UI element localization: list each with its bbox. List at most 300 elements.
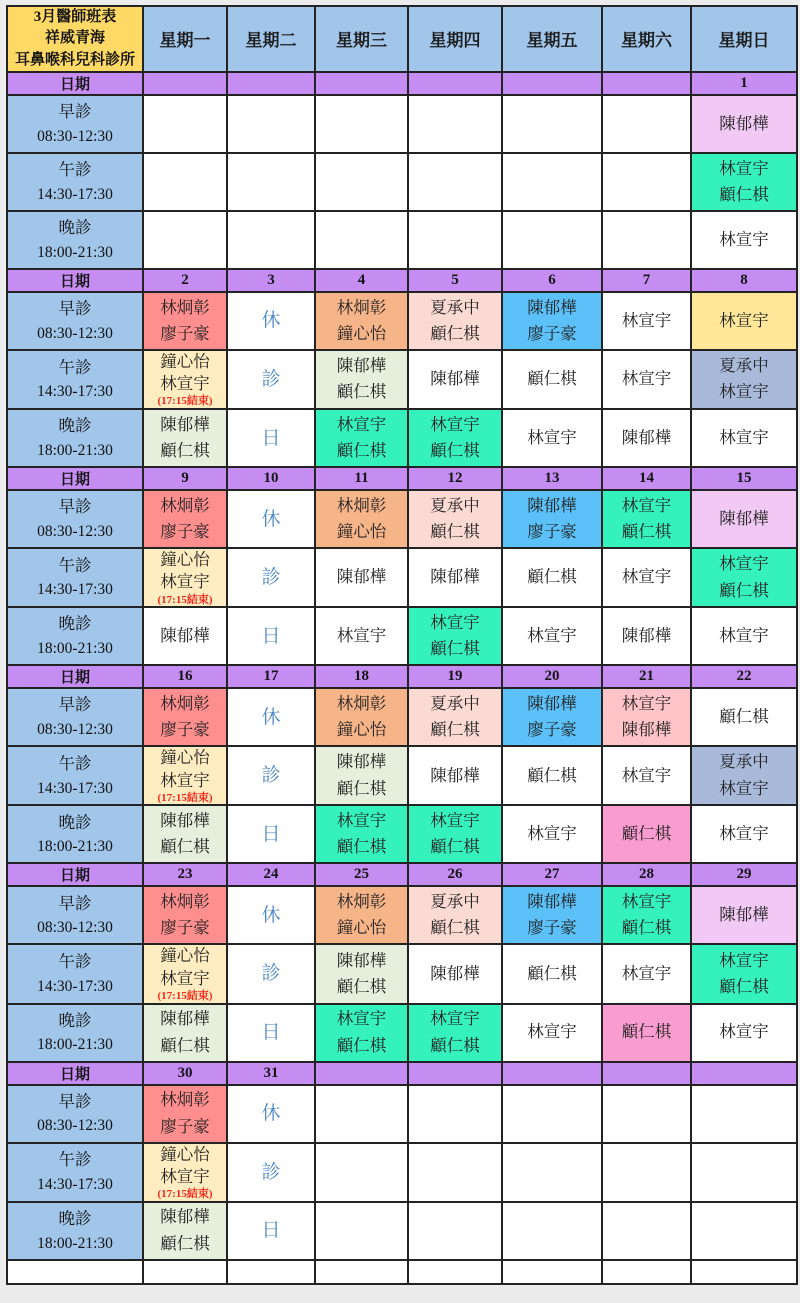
doctor-name: 林宣宇 (160, 770, 210, 790)
cell-w2-morning-d2 (315, 490, 408, 548)
session-name: 晚診 (58, 1010, 92, 1030)
date-cell-w3d6: 22 (691, 665, 797, 688)
partial-row-cell (502, 1260, 602, 1284)
doctor-name: 林炯彰 (160, 1090, 210, 1110)
doctor-name: 林宣宇 (621, 310, 672, 330)
cell-w1-afternoon-d1 (227, 350, 315, 409)
doctor-name: 林宣宇 (527, 824, 577, 844)
cell-w3-evening-d4 (502, 805, 602, 863)
doctor-name: 顧仁棋 (527, 963, 577, 983)
date-row-w3 (7, 665, 797, 688)
date-cell-w2d0: 9 (143, 467, 227, 490)
date-cell-w2d6: 15 (691, 467, 797, 490)
doctor-name: 林宣宇 (621, 892, 672, 912)
doctor-name: 林宣宇 (719, 382, 769, 402)
doctor-name: 顧仁棋 (430, 1035, 480, 1055)
doctor-name: 林宣宇 (430, 811, 480, 831)
doctor-name: 陳郁樺 (160, 811, 210, 831)
closed-marker: 診 (261, 963, 281, 985)
session-name: 早診 (58, 1091, 92, 1111)
session-name: 早診 (58, 893, 92, 913)
session-name: 早診 (58, 299, 92, 319)
closed-marker: 休 (261, 904, 281, 926)
cell-w3-afternoon-d4 (502, 746, 602, 805)
doctor-name: 夏承中 (430, 495, 480, 515)
date-cell-w1d1: 3 (227, 269, 315, 292)
doctor-name: 顧仁棋 (719, 580, 769, 600)
doctor-name: 夏承中 (719, 356, 769, 376)
doctor-name: 顧仁棋 (160, 1035, 210, 1055)
session-row-w3-afternoon (7, 746, 797, 805)
cell-w4-morning-d2 (315, 886, 408, 944)
doctor-name: 林宣宇 (160, 1166, 210, 1186)
cell-w4-afternoon-d4 (502, 944, 602, 1003)
end-time-note: (17:15結束) (157, 1188, 213, 1201)
session-row-w0-afternoon (7, 153, 797, 211)
date-row-label: 日期 (7, 863, 143, 886)
session-row-w3-morning (7, 688, 797, 746)
session-time: 08:30-12:30 (37, 324, 113, 342)
cell-w1-morning-d2 (315, 292, 408, 350)
cell-w2-afternoon-d4 (502, 548, 602, 607)
session-label-evening (7, 409, 143, 467)
closed-marker: 日 (261, 823, 281, 845)
doctor-name: 林宣宇 (719, 824, 769, 844)
doctor-name: 林宣宇 (430, 612, 480, 632)
doctor-name: 陳郁樺 (430, 369, 480, 389)
cell-w3-morning-d6 (691, 688, 797, 746)
session-label-morning (7, 886, 143, 944)
doctor-name: 鐘心怡 (160, 748, 210, 768)
cell-w5-afternoon-d1 (227, 1143, 315, 1202)
session-name: 晚診 (58, 416, 92, 436)
doctor-name: 廖子豪 (160, 323, 210, 343)
cell-w4-evening-d0 (143, 1004, 227, 1062)
cell-w3-afternoon-d0 (143, 746, 227, 805)
doctor-name: 顧仁棋 (719, 707, 769, 727)
doctor-name: 林宣宇 (719, 229, 769, 249)
closed-marker: 日 (261, 1220, 281, 1242)
partial-bottom-row (7, 1260, 797, 1284)
doctor-name: 陳郁樺 (430, 567, 480, 587)
cell-w3-evening-d5 (602, 805, 691, 863)
weeks-body (7, 72, 797, 1284)
end-time-note: (17:15結束) (157, 395, 213, 408)
cell-w5-afternoon-d6 (691, 1143, 797, 1202)
weekday-header-6: 星期日 (691, 6, 797, 72)
cell-w4-morning-d6 (691, 886, 797, 944)
doctor-name: 陳郁樺 (527, 495, 577, 515)
date-cell-w0d1 (227, 72, 315, 95)
cell-w5-afternoon-d5 (602, 1143, 691, 1202)
cell-w1-afternoon-d0 (143, 350, 227, 409)
cell-w3-evening-d3 (408, 805, 502, 863)
session-name: 午診 (58, 754, 92, 774)
closed-marker: 休 (261, 1103, 281, 1125)
cell-w2-afternoon-d3 (408, 548, 502, 607)
session-row-w0-evening (7, 211, 797, 269)
doctor-name: 陳郁樺 (160, 1207, 210, 1227)
cell-w1-evening-d3 (408, 409, 502, 467)
session-time: 18:00-21:30 (37, 1036, 113, 1054)
cell-w5-morning-d1 (227, 1085, 315, 1143)
cell-w2-morning-d1 (227, 490, 315, 548)
doctor-name: 陳郁樺 (719, 905, 769, 925)
session-label-evening (7, 1004, 143, 1062)
cell-w4-evening-d2 (315, 1004, 408, 1062)
session-name: 早診 (58, 695, 92, 715)
date-cell-w4d2: 25 (315, 863, 408, 886)
cell-w0-evening-d2 (315, 211, 408, 269)
date-cell-w4d6: 29 (691, 863, 797, 886)
cell-w4-evening-d1 (227, 1004, 315, 1062)
doctor-name: 陳郁樺 (621, 720, 672, 740)
cell-w1-morning-d5 (602, 292, 691, 350)
doctor-name: 陳郁樺 (719, 508, 769, 528)
date-cell-w4d1: 24 (227, 863, 315, 886)
cell-w0-evening-d1 (227, 211, 315, 269)
cell-w1-morning-d0 (143, 292, 227, 350)
doctor-name: 林宣宇 (719, 1022, 769, 1042)
partial-row-cell (408, 1260, 502, 1284)
doctor-name: 林宣宇 (719, 554, 769, 574)
doctor-name: 顧仁棋 (160, 441, 210, 461)
session-label-morning (7, 95, 143, 153)
cell-w2-evening-d2 (315, 607, 408, 665)
closed-marker: 診 (261, 368, 281, 390)
clinic-title-line: 耳鼻喉科兒科診所 (14, 51, 135, 68)
session-time: 18:00-21:30 (37, 838, 113, 856)
cell-w3-afternoon-d3 (408, 746, 502, 805)
cell-w0-afternoon-d2 (315, 153, 408, 211)
end-time-note: (17:15結束) (157, 989, 213, 1002)
doctor-name: 顧仁棋 (430, 918, 480, 938)
session-time: 08:30-12:30 (37, 522, 113, 540)
session-time: 18:00-21:30 (37, 1234, 113, 1252)
cell-w2-morning-d0 (143, 490, 227, 548)
cell-w3-morning-d1 (227, 688, 315, 746)
cell-w5-evening-d6 (691, 1202, 797, 1260)
cell-w5-evening-d1 (227, 1202, 315, 1260)
cell-w5-evening-d4 (502, 1202, 602, 1260)
doctor-name: 鐘心怡 (160, 550, 210, 570)
doctor-name: 顧仁棋 (160, 1233, 210, 1253)
cell-w0-afternoon-d5 (602, 153, 691, 211)
doctor-name: 林宣宇 (430, 1009, 480, 1029)
doctor-name: 林宣宇 (527, 427, 577, 447)
doctor-name: 陳郁樺 (160, 414, 210, 434)
cell-w5-morning-d3 (408, 1085, 502, 1143)
date-cell-w4d0: 23 (143, 863, 227, 886)
doctor-name: 夏承中 (430, 297, 480, 317)
cell-w5-evening-d5 (602, 1202, 691, 1260)
cell-w4-afternoon-d1 (227, 944, 315, 1003)
date-cell-w1d2: 4 (315, 269, 408, 292)
session-row-w5-afternoon (7, 1143, 797, 1202)
doctor-name: 鐘心怡 (336, 323, 387, 343)
session-time: 14:30-17:30 (37, 185, 113, 203)
doctor-name: 顧仁棋 (336, 382, 387, 402)
partial-row-cell (315, 1260, 408, 1284)
cell-w4-morning-d5 (602, 886, 691, 944)
cell-w2-afternoon-d5 (602, 548, 691, 607)
cell-w1-evening-d1 (227, 409, 315, 467)
date-cell-w2d3: 12 (408, 467, 502, 490)
cell-w0-evening-d4 (502, 211, 602, 269)
cell-w2-morning-d6 (691, 490, 797, 548)
session-row-w2-evening (7, 607, 797, 665)
cell-w4-morning-d0 (143, 886, 227, 944)
clinic-title (7, 6, 143, 72)
doctor-name: 顧仁棋 (527, 567, 577, 587)
cell-w0-afternoon-d0 (143, 153, 227, 211)
cell-w0-morning-d4 (502, 95, 602, 153)
cell-w0-morning-d2 (315, 95, 408, 153)
session-row-w4-morning (7, 886, 797, 944)
doctor-name: 林宣宇 (719, 427, 769, 447)
cell-w3-morning-d0 (143, 688, 227, 746)
doctor-name: 夏承中 (430, 693, 480, 713)
cell-w2-morning-d5 (602, 490, 691, 548)
doctor-name: 陳郁樺 (527, 297, 577, 317)
cell-w4-afternoon-d5 (602, 944, 691, 1003)
doctor-name: 顧仁棋 (336, 976, 387, 996)
date-cell-w5d5 (602, 1062, 691, 1085)
cell-w0-evening-d5 (602, 211, 691, 269)
cell-w4-afternoon-d6 (691, 944, 797, 1003)
closed-marker: 診 (261, 1161, 281, 1183)
weekday-header-4: 星期五 (502, 6, 602, 72)
date-cell-w5d3 (408, 1062, 502, 1085)
weekday-header-5: 星期六 (602, 6, 691, 72)
cell-w5-morning-d4 (502, 1085, 602, 1143)
date-row-label: 日期 (7, 269, 143, 292)
doctor-name: 林宣宇 (719, 950, 769, 970)
cell-w2-evening-d4 (502, 607, 602, 665)
header-row (7, 6, 797, 72)
weekday-header-2: 星期三 (315, 6, 408, 72)
cell-w5-morning-d0 (143, 1085, 227, 1143)
session-label-morning (7, 1085, 143, 1143)
session-name: 晚診 (58, 1208, 92, 1228)
cell-w0-evening-d6 (691, 211, 797, 269)
doctor-name: 顧仁棋 (527, 369, 577, 389)
doctor-name: 陳郁樺 (336, 752, 387, 772)
cell-w3-evening-d0 (143, 805, 227, 863)
cell-w2-afternoon-d6 (691, 548, 797, 607)
doctor-name: 鐘心怡 (160, 1144, 210, 1164)
doctor-name: 林宣宇 (160, 968, 210, 988)
session-name: 早診 (58, 102, 92, 122)
cell-w5-morning-d5 (602, 1085, 691, 1143)
doctor-name: 廖子豪 (527, 918, 577, 938)
session-label-afternoon (7, 944, 143, 1003)
closed-marker: 診 (261, 567, 281, 589)
date-cell-w5d1: 31 (227, 1062, 315, 1085)
cell-w5-morning-d6 (691, 1085, 797, 1143)
date-cell-w5d0: 30 (143, 1062, 227, 1085)
closed-marker: 日 (261, 427, 281, 449)
cell-w5-afternoon-d2 (315, 1143, 408, 1202)
session-name: 午診 (58, 952, 92, 972)
session-time: 14:30-17:30 (37, 1175, 113, 1193)
session-name: 早診 (58, 497, 92, 517)
date-cell-w1d3: 5 (408, 269, 502, 292)
session-row-w1-afternoon (7, 350, 797, 409)
date-cell-w3d4: 20 (502, 665, 602, 688)
doctor-name: 林炯彰 (336, 495, 387, 515)
doctor-name: 顧仁棋 (527, 765, 577, 785)
cell-w4-morning-d4 (502, 886, 602, 944)
doctor-name: 陳郁樺 (719, 113, 769, 133)
cell-w0-morning-d3 (408, 95, 502, 153)
doctor-name: 顧仁棋 (160, 837, 210, 857)
doctor-name: 鐘心怡 (160, 946, 210, 966)
session-row-w5-evening (7, 1202, 797, 1260)
cell-w3-evening-d2 (315, 805, 408, 863)
date-cell-w1d6: 8 (691, 269, 797, 292)
session-time: 18:00-21:30 (37, 640, 113, 657)
cell-w1-afternoon-d3 (408, 350, 502, 409)
doctor-name: 顧仁棋 (430, 323, 480, 343)
doctor-name: 鐘心怡 (336, 720, 387, 740)
session-time: 18:00-21:30 (37, 243, 113, 261)
session-label-evening (7, 805, 143, 863)
session-name: 午診 (58, 1150, 92, 1170)
doctor-name: 陳郁樺 (336, 567, 387, 587)
cell-w2-morning-d3 (408, 490, 502, 548)
end-time-note: (17:15結束) (157, 593, 213, 606)
session-label-afternoon (7, 153, 143, 211)
session-row-w2-morning (7, 490, 797, 548)
cell-w5-evening-d3 (408, 1202, 502, 1260)
date-row-w1 (7, 269, 797, 292)
cell-w2-evening-d6 (691, 607, 797, 665)
doctor-name: 陳郁樺 (336, 356, 387, 376)
cell-w0-morning-d6 (691, 95, 797, 153)
session-row-w3-evening (7, 805, 797, 863)
cell-w4-evening-d6 (691, 1004, 797, 1062)
session-row-w2-afternoon (7, 548, 797, 607)
session-name: 晚診 (58, 812, 92, 832)
date-cell-w5d2 (315, 1062, 408, 1085)
doctor-name: 林炯彰 (336, 693, 387, 713)
doctor-name: 林炯彰 (336, 892, 387, 912)
session-time: 14:30-17:30 (37, 383, 113, 401)
cell-w4-evening-d5 (602, 1004, 691, 1062)
doctor-name: 顧仁棋 (430, 837, 480, 857)
partial-row-cell (143, 1260, 227, 1284)
doctor-name: 陳郁樺 (621, 427, 672, 447)
cell-w4-evening-d4 (502, 1004, 602, 1062)
cell-w0-evening-d3 (408, 211, 502, 269)
session-label-morning (7, 292, 143, 350)
date-cell-w3d2: 18 (315, 665, 408, 688)
doctor-name: 鐘心怡 (336, 918, 387, 938)
session-time: 14:30-17:30 (37, 977, 113, 995)
doctor-name: 林宣宇 (336, 811, 387, 831)
session-name: 午診 (58, 160, 92, 180)
doctor-name: 林宣宇 (527, 1022, 577, 1042)
doctor-name: 夏承中 (719, 752, 769, 772)
doctor-name: 林宣宇 (336, 626, 387, 646)
closed-marker: 日 (261, 625, 281, 647)
session-row-w4-evening (7, 1004, 797, 1062)
session-name: 晚診 (58, 614, 92, 634)
doctor-name: 廖子豪 (160, 720, 210, 740)
session-time: 08:30-12:30 (37, 919, 113, 937)
partial-row-cell (7, 1260, 143, 1284)
date-row-label: 日期 (7, 72, 143, 95)
date-row-w5 (7, 1062, 797, 1085)
cell-w1-afternoon-d2 (315, 350, 408, 409)
doctor-name: 廖子豪 (527, 323, 577, 343)
date-cell-w0d2 (315, 72, 408, 95)
cell-w4-afternoon-d0 (143, 944, 227, 1003)
cell-w2-evening-d1 (227, 607, 315, 665)
date-cell-w3d3: 19 (408, 665, 502, 688)
cell-w4-evening-d3 (408, 1004, 502, 1062)
cell-w2-evening-d3 (408, 607, 502, 665)
doctor-name: 林宣宇 (527, 626, 577, 646)
partial-row-cell (602, 1260, 691, 1284)
doctor-name: 顧仁棋 (430, 441, 480, 461)
cell-w3-morning-d2 (315, 688, 408, 746)
doctor-name: 林宣宇 (621, 765, 672, 785)
date-cell-w2d5: 14 (602, 467, 691, 490)
cell-w0-afternoon-d1 (227, 153, 315, 211)
cell-w2-evening-d0 (143, 607, 227, 665)
doctor-name: 顧仁棋 (430, 522, 480, 542)
date-cell-w0d3 (408, 72, 502, 95)
date-row-label: 日期 (7, 467, 143, 490)
session-label-morning (7, 688, 143, 746)
session-label-afternoon (7, 350, 143, 409)
doctor-name: 鐘心怡 (336, 522, 387, 542)
clinic-title-line: 3月醫師班表 (33, 9, 117, 25)
cell-w3-afternoon-d1 (227, 746, 315, 805)
cell-w1-morning-d1 (227, 292, 315, 350)
closed-marker: 休 (261, 310, 281, 332)
date-cell-w3d5: 21 (602, 665, 691, 688)
session-name: 午診 (58, 357, 92, 377)
closed-marker: 休 (261, 508, 281, 530)
doctor-name: 顧仁棋 (336, 441, 387, 461)
cell-w1-morning-d4 (502, 292, 602, 350)
session-label-evening (7, 211, 143, 269)
doctor-name: 夏承中 (430, 892, 480, 912)
session-row-w1-evening (7, 409, 797, 467)
doctor-name: 陳郁樺 (621, 626, 672, 646)
cell-w0-evening-d0 (143, 211, 227, 269)
clinic-title-line: 祥威青海 (44, 30, 105, 47)
session-label-afternoon (7, 746, 143, 805)
doctor-name: 林宣宇 (719, 778, 769, 798)
cell-w4-afternoon-d2 (315, 944, 408, 1003)
date-cell-w3d0: 16 (143, 665, 227, 688)
session-row-w4-afternoon (7, 944, 797, 1003)
cell-w5-afternoon-d3 (408, 1143, 502, 1202)
doctor-name: 林炯彰 (160, 892, 210, 912)
date-row-w2 (7, 467, 797, 490)
cell-w3-afternoon-d2 (315, 746, 408, 805)
session-row-w5-morning (7, 1085, 797, 1143)
cell-w4-afternoon-d3 (408, 944, 502, 1003)
doctor-name: 廖子豪 (527, 720, 577, 740)
date-cell-w2d1: 10 (227, 467, 315, 490)
session-label-morning (7, 490, 143, 548)
doctor-name: 陳郁樺 (160, 1009, 210, 1029)
